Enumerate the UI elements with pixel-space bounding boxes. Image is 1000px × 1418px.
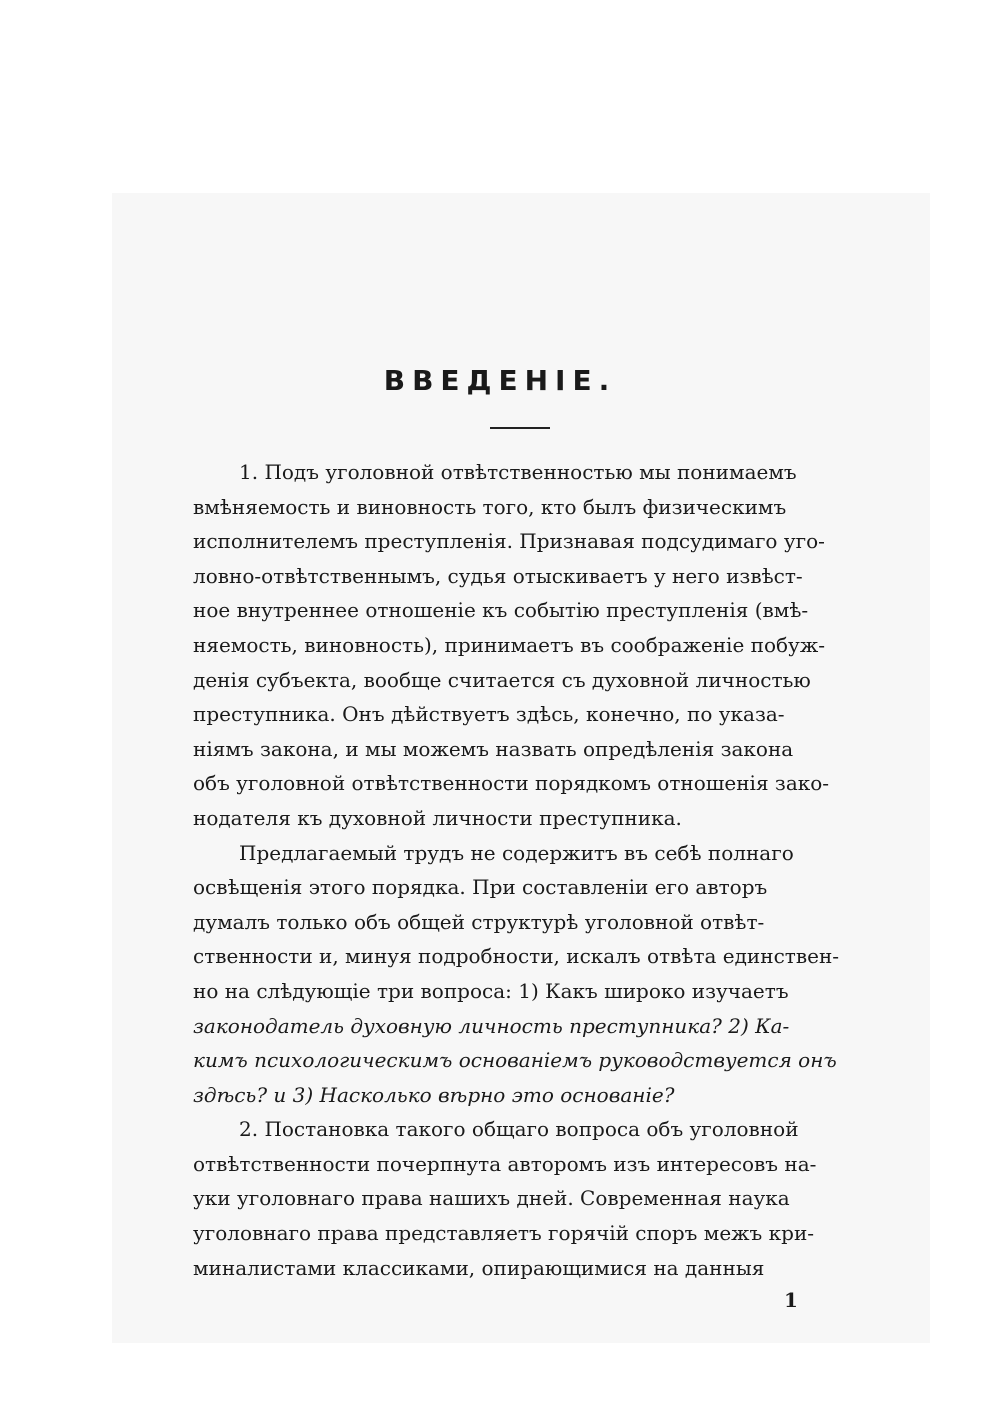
text-line: няемость, виновность), принимаетъ въ соображеніе побуж- — [193, 632, 825, 657]
text-line: уки уголовнаго права нашихъ дней. Современная наука — [193, 1186, 790, 1211]
text-line: здѣсь? и 3) Насколько вѣрно это основаніе? — [193, 1082, 675, 1107]
text-line: 1. Подъ уголовной отвѣтственностью мы понимаемъ — [239, 460, 797, 484]
text-line: 2. Постановка такого общаго вопроса объ уголовной — [239, 1117, 799, 1142]
text-line: объ уголовной отвѣтственности порядкомъ отношенія зако- — [193, 771, 830, 796]
text-line: исполнителемъ преступленія. Признавая подсудимаго уго- — [193, 529, 825, 554]
text-line: нодателя къ духовной личности преступника. — [193, 805, 682, 830]
text-line: преступника. Онъ дѣйствуетъ здѣсь, конечно, по указа- — [193, 702, 785, 727]
text-line: отвѣтственности почерпнута авторомъ изъ интересовъ на- — [193, 1151, 817, 1176]
page-title: ВВЕДЕНІЕ. — [383, 364, 617, 397]
text-line: вмѣняемость и виновность того, кто былъ физическимъ — [193, 494, 787, 519]
title-rule — [490, 427, 550, 429]
body-text — [193, 455, 848, 1285]
text-line: Предлагаемый трудъ не содержитъ въ себѣ полнаго — [239, 840, 794, 865]
text-line: но на слѣдующіе три вопроса: 1) Какъ широко изучаетъ — [193, 978, 789, 1003]
text-line: кимъ психологическимъ основаніемъ руководствуется онъ — [193, 1048, 837, 1073]
text-line: денія субъекта, вообще считается съ духовной личностью — [193, 667, 811, 692]
text-line: ловно-отвѣтственнымъ, судья отыскиваетъ у него извѣст- — [193, 563, 803, 588]
text-line: ное внутреннее отношеніе къ событію преступленія (вмѣ- — [193, 598, 809, 623]
text-line: думалъ только объ общей структурѣ уголовной отвѣт- — [193, 909, 765, 934]
page-number: 1 — [784, 1288, 798, 1312]
text-line: освѣщенія этого порядка. При составленіи его авторъ — [193, 875, 768, 900]
text-line: ніямъ закона, и мы можемъ назвать опредѣленія закона — [193, 736, 794, 761]
text-line: уголовнаго права представляетъ горячій споръ межъ кри- — [193, 1221, 815, 1246]
text-line: законодатель духовную личность преступника? 2) Ка- — [193, 1013, 790, 1038]
text-line: миналистами классиками, опирающимися на данныя — [193, 1255, 765, 1280]
text-line: ственности и, минуя подробности, искалъ отвѣта единствен- — [193, 944, 840, 969]
